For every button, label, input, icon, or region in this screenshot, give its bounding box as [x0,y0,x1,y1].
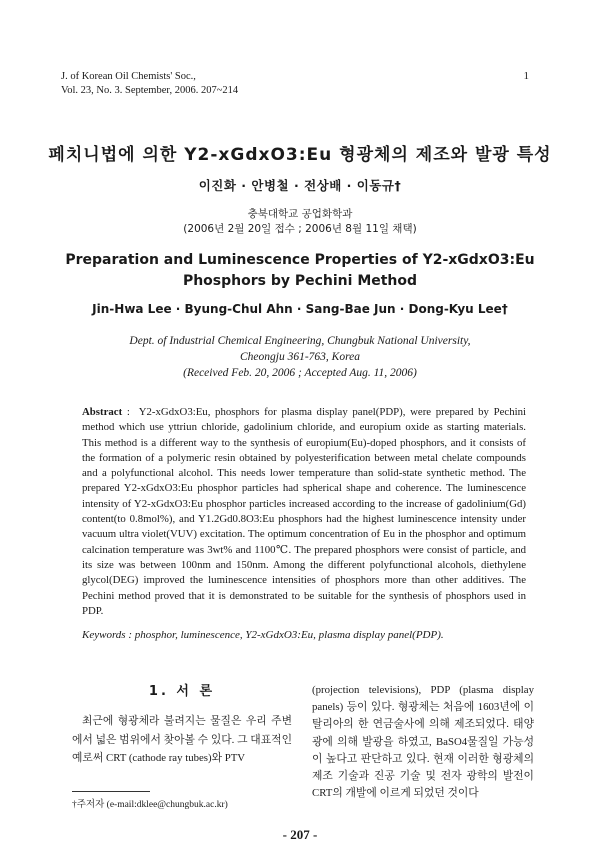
english-title-line-2: Phosphors by Pechini Method [182,273,418,289]
english-title-line-1: Preparation and Luminescence Properties of Y2-xGdxO3:Eu [65,252,535,268]
footer-page-number: - 207 - [282,827,318,842]
korean-department: 충북대학교 공업화학과 [247,208,353,220]
footnote: †주저자 (e-mail:dklee@chungbuk.ac.kr) [72,800,228,810]
journal-name: J. of Korean Oil Chemists' Soc., [61,71,196,82]
english-department: Dept. of Industrial Chemical Engineering, Chungbuk National University, [129,335,471,347]
korean-title: 페치니법에 의한 Y2-xGdxO3:Eu 형광체의 제조와 발광 특성 [48,145,552,165]
footnote-rule [72,791,150,792]
english-city: Cheongju 361-763, Korea [240,351,360,363]
english-affiliation [0,333,600,381]
korean-authors: 이진화 · 안병철 · 전상배 · 이동규† [198,178,402,193]
abstract-label: Abstract [82,406,123,418]
korean-affiliation [0,207,600,237]
english-received-dates: (Received Feb. 20, 2006 ; Accepted Aug. 11, 2006) [183,367,417,379]
abstract: Abstract : Y2-xGdxO3:Eu, phosphors for plasma display panel(PDP), were prepared by Pechini method which use yttriun chloride, gadolinium chloride, and europium oxide as starting materials. This method is a different way to the synthesis of europium(Eu)-doped phosphors, and it consists of the formation of a polymeric resin obtained by polyesterification between metal chelate compounds and a polyfunctional alcohol. This needs lower temperature than solid-state synthetic method. The prepared Y2-xGdxO3:Eu phosphor particles had spherical shape and coherence. The luminescence intensity of Y2-xGdxO3:Eu phosphor particles increased according to the increase of gadolinium(Gd) content(to 0.8mol%), and Y1.2Gd0.8O3:Eu phosphors had the highest luminescence intensity under vacuum ultra violet(VUV) excitation. The optimum concentration of Eu in the phosphor and optimum calcination temperature was 3wt% and 1100℃. The prepared phosphors were consist of particle, and its size was between 100nm and 150nm. Among the different polyfunctional alcohols, diethylene glycol(DEG) improved the luminescence intensities of phosphors more than other additives. The Pechini method proved that it is demonstrated to be suitable for the synthesis of phosphors used in PDP. [82,406,526,617]
english-authors: Jin-Hwa Lee · Byung-Chul Ahn · Sang-Bae Jun · Dong-Kyu Lee† [92,302,508,316]
header-page-number: 1 [523,70,529,82]
journal-citation [61,70,238,98]
keywords: Keywords : phosphor, luminescence, Y2-xGdxO3:Eu, plasma display panel(PDP). [82,629,444,641]
section-heading: 1. 서 론 [148,684,216,699]
korean-received-dates: (2006년 2월 20일 접수 ; 2006년 8월 11일 채택) [183,223,417,235]
body-right-column: (projection televisions), PDP (plasma display panels) 등이 있다. 형광체는 처음에 1603년에 이탈리아의 한 연금술사에 의해 제조되었다. 태양광에 의해 발광을 하였고, BaSO4물질일 가능성이 높다고 판단하고 있다. 현재 이러한 형광체의 제조 기술과 진공 기술 및 전자 광학의 발전이 CRT의 개발에 이르게 되었던 것이다 [312,684,534,800]
body-left-column: 최근에 형광체라 불려지는 물질은 우리 주변에서 넓은 범위에서 찾아볼 수 있다. 그 대표적인 예로써 CRT (cathode ray tubes)와 PTV [72,715,292,764]
journal-volume: Vol. 23, No. 3. September, 2006. 207~214 [61,85,239,96]
abstract-text: Y2-xGdxO3:Eu, phosphors for plasma display panel(PDP), were prepared by Pechini method which use yttriun chloride, gadolinium chloride, and europium oxide as starting materials. This method is a different way to the synthesis of europium(Eu)-doped phosphors, and it consists of the formation of a polymeric resin obtained by polyesterification between metal chelate compounds and a polyfunctional alcohol. This needs lower temperature than solid-state synthetic method. The prepared Y2-xGdxO3:Eu phosphor particles had spherical shape and coherence. The luminescence intensity of Y2-xGdxO3:Eu phosphor particles increased according to the increase of gadolinium(Gd) content(to 0.8mol%), and Y1.2Gd0.8O3:Eu phosphors had the highest luminescence intensity under vacuum ultra violet(VUV) excitation. The optimum concentration of Eu in the phosphor and optimum calcination temperature was 3wt% and 1100℃. The prepared phosphors were consist of particle, and its size was between 100nm and 150nm. Among the different polyfunctional alcohols, diethylene glycol(DEG) improved the luminescence intensities of phosphors more than other additives. The Pechini method proved that it is demonstrated to be suitable for the synthesis of phosphors used in PDP. [82,406,526,617]
english-title [0,250,600,292]
